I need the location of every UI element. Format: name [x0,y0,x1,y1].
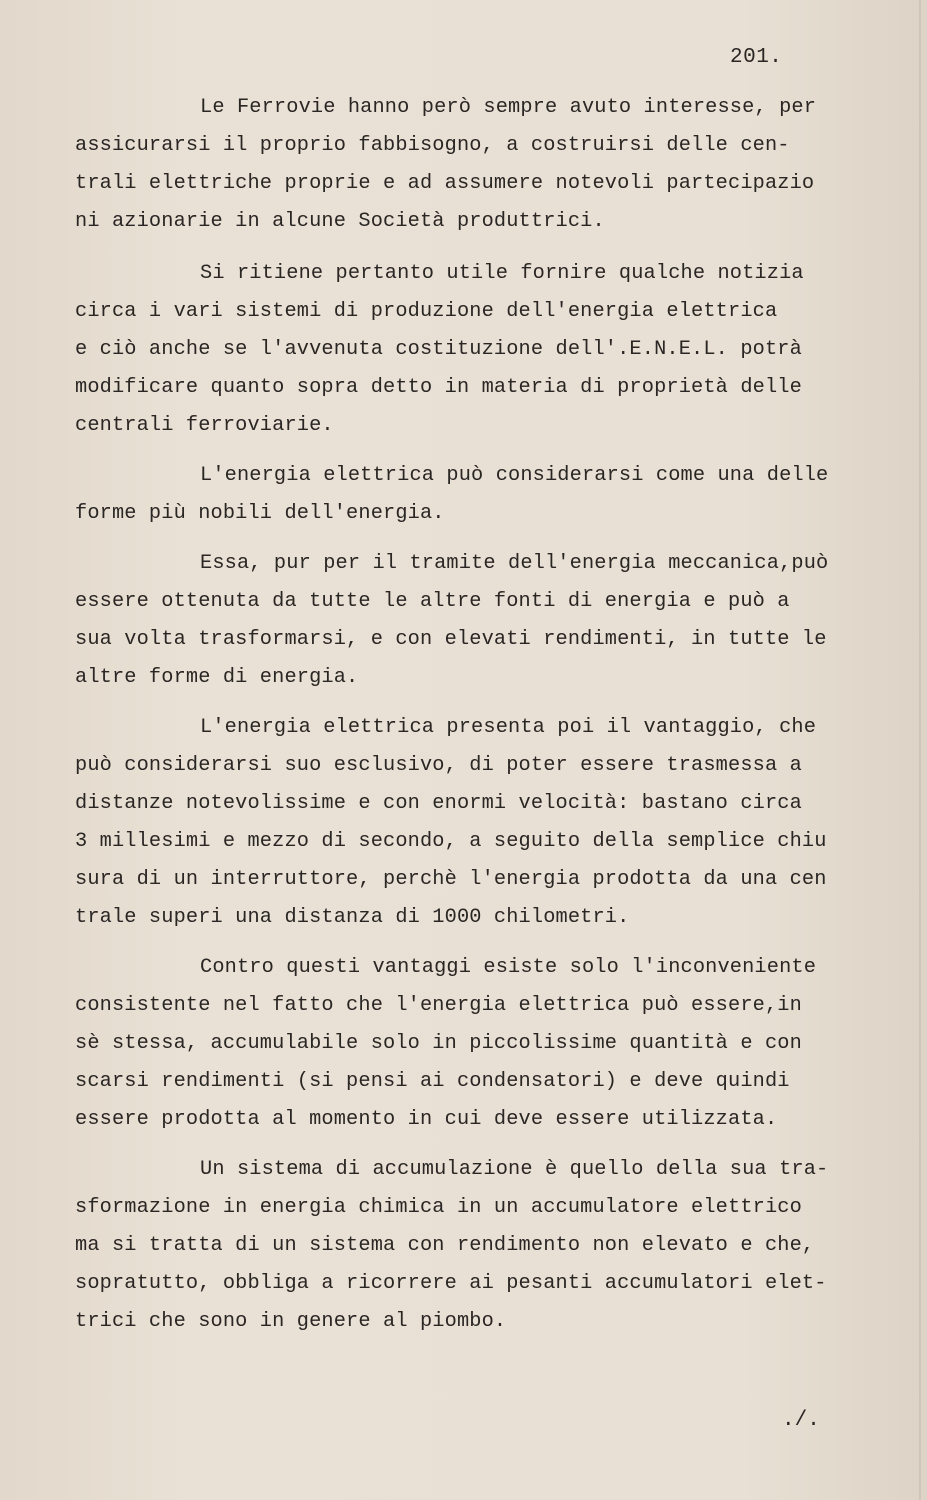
text-line: Essa, pur per il tramite dell'energia meccanica,può [200,552,829,575]
text-line: trale superi una distanza di 1000 chilometri. [75,906,630,929]
text-line: sformazione in energia chimica in un accumulatore elettrico [75,1196,802,1219]
text-line: ma si tratta di un sistema con rendimento non elevato e che, [75,1234,815,1257]
text-line: consistente nel fatto che l'energia elettrica può essere,in [75,994,802,1017]
text-line: Contro questi vantaggi esiste solo l'inconveniente [200,956,817,979]
text-line: modificare quanto sopra detto in materia di proprietà delle [75,376,802,399]
text-line: scarsi rendimenti (si pensi ai condensatori) e deve quindi [75,1070,790,1093]
text-line: Le Ferrovie hanno però sempre avuto interesse, per [200,96,817,119]
text-line: ni azionarie in alcune Società produttrici. [75,210,605,233]
text-line: trici che sono in genere al piombo. [75,1310,507,1333]
text-line: centrali ferroviarie. [75,414,334,437]
text-line: assicurarsi il proprio fabbisogno, a costruirsi delle cen- [75,134,790,157]
text-line: circa i vari sistemi di produzione dell'energia elettrica [75,300,778,323]
text-line: Un sistema di accumulazione è quello della sua tra- [200,1158,829,1181]
continuation-mark: ./. [782,1409,820,1432]
text-line: sura di un interruttore, perchè l'energia prodotta da una cen [75,868,827,891]
text-line: Si ritiene pertanto utile fornire qualche notizia [200,262,804,285]
text-line: sè stessa, accumulabile solo in piccolissime quantità e con [75,1032,802,1055]
text-line: altre forme di energia. [75,666,359,689]
text-line: forme più nobili dell'energia. [75,502,445,525]
text-line: sua volta trasformarsi, e con elevati rendimenti, in tutte le [75,628,827,651]
text-line: L'energia elettrica presenta poi il vantaggio, che [200,716,817,739]
text-line: sopratutto, obbliga a ricorrere ai pesanti accumulatori elet- [75,1272,827,1295]
text-line: essere prodotta al momento in cui deve essere utilizzata. [75,1108,778,1131]
page-edge-line [919,0,921,1500]
page-number: 201. [730,46,783,69]
text-line: può considerarsi suo esclusivo, di poter essere trasmessa a [75,754,802,777]
text-line: distanze notevolissime e con enormi velocità: bastano circa [75,792,802,815]
text-line: e ciò anche se l'avvenuta costituzione dell'.E.N.E.L. potrà [75,338,802,361]
text-line: trali elettriche proprie e ad assumere notevoli partecipazio [75,172,815,195]
text-line: essere ottenuta da tutte le altre fonti di energia e può a [75,590,790,613]
text-line: L'energia elettrica può considerarsi come una delle [200,464,829,487]
text-line: 3 millesimi e mezzo di secondo, a seguito della semplice chiu [75,830,827,853]
